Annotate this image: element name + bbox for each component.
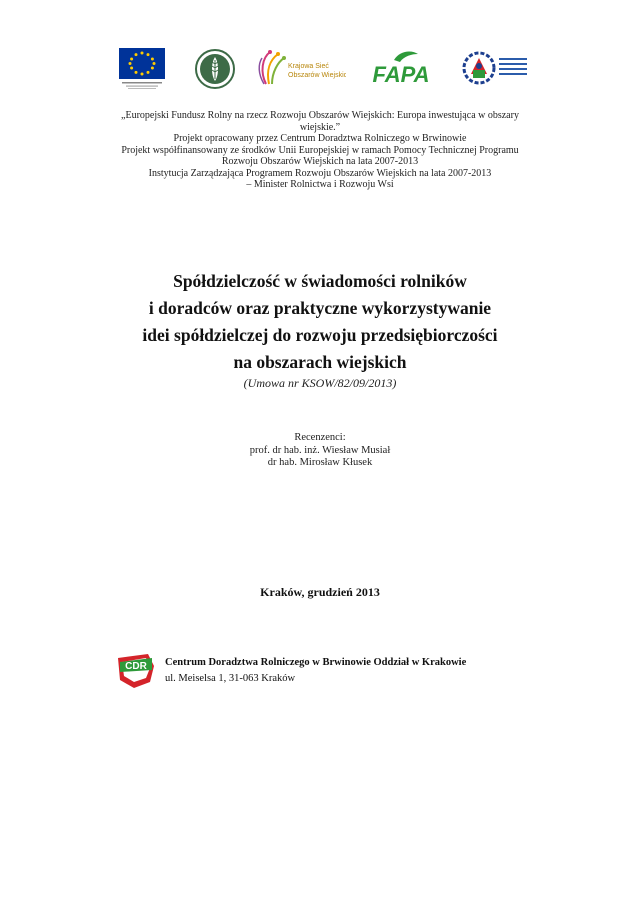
- footer-info: [165, 655, 466, 687]
- funding-line: – Minister Rolnictwa i Rozwoju Wsi: [246, 179, 394, 190]
- cdr-logo-text: CDR: [125, 661, 147, 672]
- agreement-number: (Umowa nr KSOW/82/09/2013): [243, 376, 397, 390]
- funding-line: Projekt opracowany przez Centrum Doradztwa Rolniczego w Brwinowie: [173, 133, 467, 144]
- reviewer-name: dr hab. Mirosław Kłusek: [267, 457, 373, 468]
- title-line: i doradców oraz praktyczne wykorzystywanie: [148, 298, 492, 318]
- place-date: Kraków, grudzień 2013: [260, 585, 380, 599]
- footer-address: ul. Meiselsa 1, 31-063 Kraków: [165, 673, 296, 684]
- ksow-logo: [256, 48, 346, 88]
- eu-flag-logo: [118, 48, 166, 90]
- fapa-logo-text: FAPA: [372, 62, 430, 86]
- funding-line: Instytucja Zarządzająca Programem Rozwoju Obszarów Wiejskich na lata 2007-2013: [148, 167, 492, 179]
- footer-organization: Centrum Doradztwa Rolniczego w Brwinowie Oddział w Krakowie: [165, 657, 467, 668]
- ksow-logo-text-1: Krajowa Sieć: [288, 63, 329, 70]
- funding-line: Projekt współfinansowany ze środków Unii Europejskiej w ramach Pomocy Technicznej Programu: [121, 144, 519, 156]
- funding-statement: [110, 110, 530, 191]
- cdr-emblem-logo: [461, 48, 531, 88]
- title-line: idei spółdzielczej do rozwoju przedsiębiorczości: [142, 325, 498, 345]
- ministry-logo: [194, 48, 236, 90]
- funding-line: wiejskie.”: [299, 121, 341, 133]
- funding-line: „Europejski Fundusz Rolny na rzecz Rozwoju Obszarów Wiejskich: Europa inwestująca w obszary: [121, 110, 519, 121]
- title-line: na obszarach wiejskich: [233, 352, 407, 372]
- reviewers-heading: Recenzenci:: [294, 432, 346, 443]
- reviewers: [160, 432, 480, 470]
- funding-line: Rozwoju Obszarów Wiejskich na lata 2007-2013: [221, 156, 419, 167]
- cdr-logo: [114, 648, 158, 692]
- title-line: Spółdzielczość w świadomości rolników: [173, 271, 467, 291]
- logos-row: [0, 44, 640, 94]
- reviewer-name: prof. dr hab. inż. Wiesław Musiał: [249, 444, 391, 456]
- ksow-logo-text-2: Obszarów Wiejskich: [288, 72, 346, 79]
- fapa-logo: [364, 50, 438, 86]
- document-title: [80, 268, 560, 376]
